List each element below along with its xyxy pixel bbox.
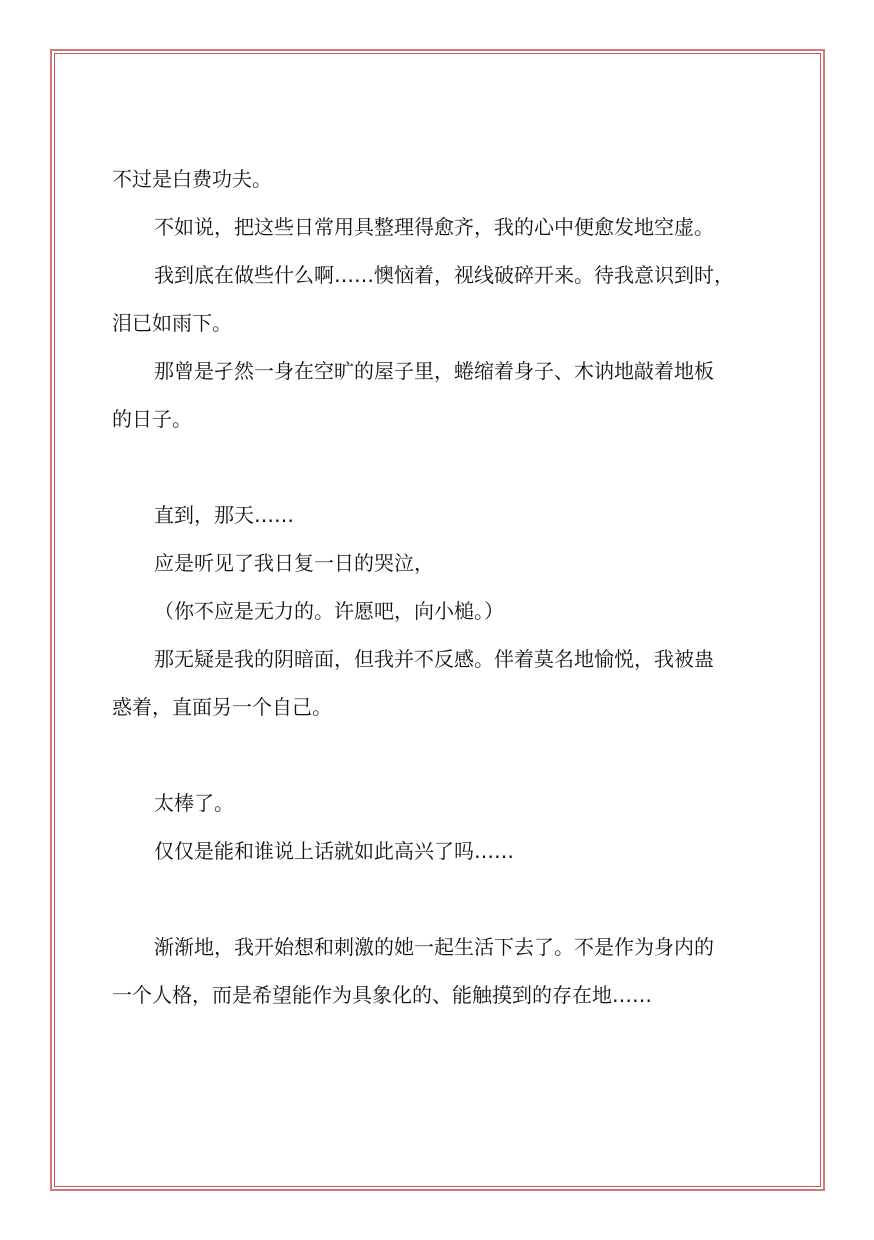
blank-line-3 bbox=[112, 875, 772, 923]
line-3: 我到底在做些什么啊……懊恼着，视线破碎开来。待我意识到时， bbox=[154, 263, 734, 287]
blank-line-1 bbox=[112, 443, 772, 491]
line-2: 不如说，把这些日常用具整理得愈齐，我的心中便愈发地空虚。 bbox=[154, 215, 714, 239]
line-4: 泪已如雨下。 bbox=[112, 311, 232, 335]
blank-line-2 bbox=[112, 731, 772, 779]
line-15: 仅仅是能和谁说上话就如此高兴了吗…… bbox=[154, 839, 514, 863]
line-14: 太棒了。 bbox=[154, 791, 234, 815]
line-10: （你不应是无力的。许愿吧，向小槌。） bbox=[154, 599, 504, 623]
line-12: 惑着，直面另一个自己。 bbox=[112, 695, 332, 719]
line-17: 渐渐地，我开始想和刺激的她一起生活下去了。不是作为身内的 bbox=[154, 935, 714, 959]
line-1: 不过是白费功夫。 bbox=[112, 167, 272, 191]
document-body bbox=[112, 155, 772, 1019]
line-6: 的日子。 bbox=[112, 407, 192, 431]
line-9: 应是听见了我日复一日的哭泣， bbox=[154, 551, 434, 575]
line-5: 那曾是孑然一身在空旷的屋子里，蜷缩着身子、木讷地敲着地板 bbox=[154, 359, 714, 383]
line-18: 一个人格，而是希望能作为具象化的、能触摸到的存在地…… bbox=[112, 983, 652, 1007]
line-8: 直到，那天…… bbox=[154, 503, 294, 527]
line-11: 那无疑是我的阴暗面，但我并不反感。伴着莫名地愉悦，我被蛊 bbox=[154, 647, 714, 671]
